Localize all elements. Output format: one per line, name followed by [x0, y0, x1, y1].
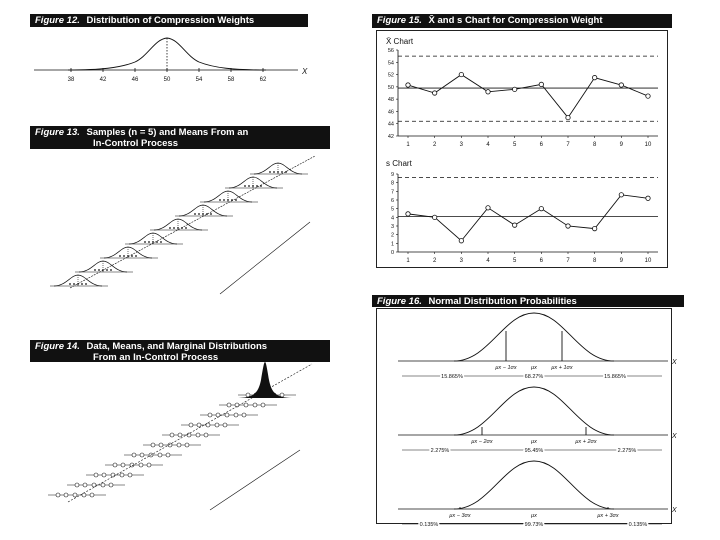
xbar-chart-ytick-label: 52 — [387, 72, 394, 79]
fig16-left-tick-label: μx − 1σx — [495, 365, 517, 371]
figure-15-number: Figure 15. — [377, 15, 422, 26]
fig14-marginal-peak — [235, 362, 295, 398]
xbar-chart-point — [592, 75, 596, 79]
fig16-left-percent: 15.865% — [441, 374, 463, 380]
xbar-chart-point — [566, 115, 570, 119]
fig16-left-percent: 0.135% — [419, 522, 439, 528]
fig13-sample-distribution — [50, 275, 108, 286]
figure-12 — [30, 14, 308, 98]
figure-12-title: Distribution of Compression Weights — [86, 15, 255, 26]
fig16-normal-curve — [454, 387, 614, 435]
s-chart-xtick-label: 5 — [512, 258, 517, 264]
xbar-chart-point — [512, 87, 516, 91]
figure-13-plot — [30, 126, 330, 296]
figure-13 — [30, 126, 330, 296]
figure-15-charts — [372, 14, 672, 268]
fig16-row — [398, 461, 677, 528]
xbar-chart-ytick-label: 50 — [387, 84, 394, 91]
xbar-chart-ytick-label: 48 — [387, 97, 394, 104]
s-chart-title: s Chart — [386, 159, 412, 168]
s-chart-xtick-label: 3 — [459, 258, 464, 264]
s-chart-point — [566, 224, 570, 228]
fig12-tick-label: 38 — [67, 77, 75, 83]
fig13-sample-distribution — [225, 177, 283, 188]
s-chart-ytick-label: 1 — [390, 241, 394, 248]
fig13-sample-distribution — [75, 261, 133, 272]
s-chart-point — [432, 215, 436, 219]
figure-14 — [30, 340, 330, 516]
fig12-tick-label: 50 — [163, 77, 171, 83]
fig16-center-tick-label: μx — [531, 513, 537, 519]
figure-13-number: Figure 13. — [35, 127, 80, 138]
s-chart-ytick-label: 8 — [390, 180, 394, 187]
fig13-sample-distribution — [125, 233, 183, 244]
xbar-chart-point — [486, 90, 490, 94]
figure-16 — [372, 295, 684, 528]
xbar-chart-point — [406, 83, 410, 87]
fig14-sample-row — [162, 433, 220, 437]
fig16-center-tick-label: μx — [531, 439, 537, 445]
s-chart-xtick-label: 7 — [566, 258, 570, 264]
figure-12-number: Figure 12. — [35, 15, 80, 26]
figure-14-number: Figure 14. — [35, 341, 80, 352]
fig16-mid-percent: 95.45% — [524, 448, 544, 454]
s-chart-ytick-label: 9 — [390, 172, 394, 178]
fig12-tick-label: 46 — [131, 77, 139, 83]
fig16-axis-label: X — [672, 359, 677, 366]
figure-16-plots — [372, 295, 684, 528]
xbar-chart-xtick-label: 5 — [512, 142, 517, 148]
figure-14-plot — [30, 340, 330, 516]
s-chart-point — [459, 239, 463, 243]
fig14-sample-row — [219, 403, 277, 407]
xbar-chart-series-line — [408, 75, 648, 118]
fig16-right-percent: 15.865% — [604, 374, 626, 380]
figure-15 — [372, 14, 672, 268]
fig16-right-tick-label: μx + 3σx — [597, 513, 619, 519]
fig16-row — [398, 313, 677, 380]
s-chart-point — [486, 206, 490, 210]
fig16-right-tick-label: μx + 2σx — [575, 439, 597, 445]
xbar-chart-xtick-label: 6 — [539, 142, 544, 148]
fig16-left-tick-label: μx − 2σx — [471, 439, 493, 445]
s-chart-xtick-label: 1 — [406, 258, 410, 264]
fig12-tick-label: 54 — [195, 77, 203, 83]
fig14-sample-row — [200, 413, 258, 417]
xbar-chart-ytick-label: 44 — [387, 121, 394, 128]
xbar-chart-point — [432, 91, 436, 95]
fig16-left-percent: 2.275% — [430, 448, 450, 454]
fig13-sample-distribution — [175, 205, 233, 216]
xbar-chart-xtick-label: 3 — [459, 142, 464, 148]
s-chart-point — [646, 196, 650, 200]
s-chart-point — [619, 193, 623, 197]
xbar-chart-xtick-label: 10 — [644, 142, 652, 148]
fig16-right-percent: 2.275% — [617, 448, 637, 454]
fig12-axis-label: X — [302, 67, 308, 76]
figure-16-title: Normal Distribution Probabilities — [428, 296, 577, 307]
fig13-sample-distribution — [250, 163, 308, 174]
xbar-chart-title: X̄ Chart — [386, 37, 414, 46]
figure-14-title-line2: From an In-Control Process — [93, 352, 219, 363]
fig16-right-percent: 0.135% — [628, 522, 648, 528]
fig16-normal-curve — [454, 313, 614, 361]
s-chart-ytick-label: 5 — [390, 206, 394, 213]
figure-13-title-line1: Samples (n = 5) and Means From an — [86, 127, 249, 138]
fig16-normal-curve — [454, 461, 614, 509]
figure-14-title-line1: Data, Means, and Marginal Distributions — [86, 341, 268, 352]
fig14-sample-row — [86, 473, 144, 477]
fig14-sample-row — [124, 453, 182, 457]
fig12-tick-label: 62 — [259, 77, 267, 83]
fig16-axis-label: X — [672, 507, 677, 514]
fig12-tick-label: 58 — [227, 77, 235, 83]
figure-13-title-line2: In-Control Process — [93, 138, 178, 149]
fig16-center-tick-label: μx — [531, 365, 537, 371]
xbar-chart-xtick-label: 1 — [406, 142, 410, 148]
fig16-mid-percent: 99.73% — [524, 522, 544, 528]
xbar-chart-xtick-label: 2 — [432, 142, 437, 148]
s-chart-series-line — [408, 195, 648, 241]
fig16-right-tick-label: μx + 1σx — [551, 365, 573, 371]
xbar-chart-point — [459, 72, 463, 76]
figure-15-title: X̄ and s Chart for Compression Weight — [428, 15, 603, 26]
xbar-chart-point — [619, 83, 623, 87]
figure-16-number: Figure 16. — [377, 296, 422, 307]
xbar-chart-ytick-label: 54 — [387, 60, 394, 67]
fig13-marginal-axis — [220, 222, 310, 294]
s-chart-point — [592, 226, 596, 230]
xbar-chart-xtick-label: 7 — [566, 142, 570, 148]
s-chart-xtick-label: 2 — [432, 258, 437, 264]
xbar-chart-xtick-label: 9 — [619, 142, 624, 148]
s-chart-ytick-label: 7 — [390, 189, 394, 196]
s-chart-ytick-label: 2 — [390, 232, 394, 239]
s-chart-ytick-label: 6 — [390, 198, 394, 204]
s-chart-point — [512, 223, 516, 227]
s-chart-xtick-label: 9 — [619, 258, 624, 264]
fig13-sample-distribution — [200, 191, 258, 202]
fig14-sample-row — [48, 493, 106, 497]
fig16-mid-percent: 68.27% — [524, 374, 544, 380]
xbar-chart-xtick-label: 8 — [592, 142, 597, 148]
xbar-chart-ytick-label: 56 — [387, 48, 394, 54]
s-chart-ytick-label: 4 — [390, 215, 394, 222]
s-chart-point — [406, 212, 410, 216]
s-chart-xtick-label: 10 — [644, 258, 652, 264]
fig12-tick-label: 42 — [99, 77, 107, 83]
s-chart-xtick-label: 6 — [539, 258, 544, 264]
fig14-sample-row — [143, 443, 201, 447]
s-chart-ytick-label: 0 — [390, 250, 394, 256]
fig14-marginal-axis — [210, 450, 300, 510]
xbar-chart-ytick-label: 46 — [387, 109, 394, 116]
fig16-row — [398, 387, 677, 454]
fig14-trend-line — [68, 364, 312, 502]
xbar-chart-point — [539, 82, 543, 86]
s-chart-ytick-label: 3 — [390, 224, 394, 230]
fig14-sample-row — [181, 423, 239, 427]
xbar-chart-xtick-label: 4 — [486, 142, 490, 148]
figure-12-plot — [30, 14, 308, 98]
fig13-mean-trend-line — [70, 156, 315, 288]
s-chart-xtick-label: 4 — [486, 258, 490, 264]
fig16-left-tick-label: μx − 3σx — [449, 513, 471, 519]
xbar-chart-ytick-label: 42 — [387, 134, 394, 140]
fig16-axis-label: X — [672, 433, 677, 440]
fig14-sample-row — [105, 463, 163, 467]
s-chart-point — [539, 206, 543, 210]
xbar-chart-point — [646, 94, 650, 98]
s-chart-xtick-label: 8 — [592, 258, 597, 264]
fig13-sample-distribution — [150, 219, 208, 230]
